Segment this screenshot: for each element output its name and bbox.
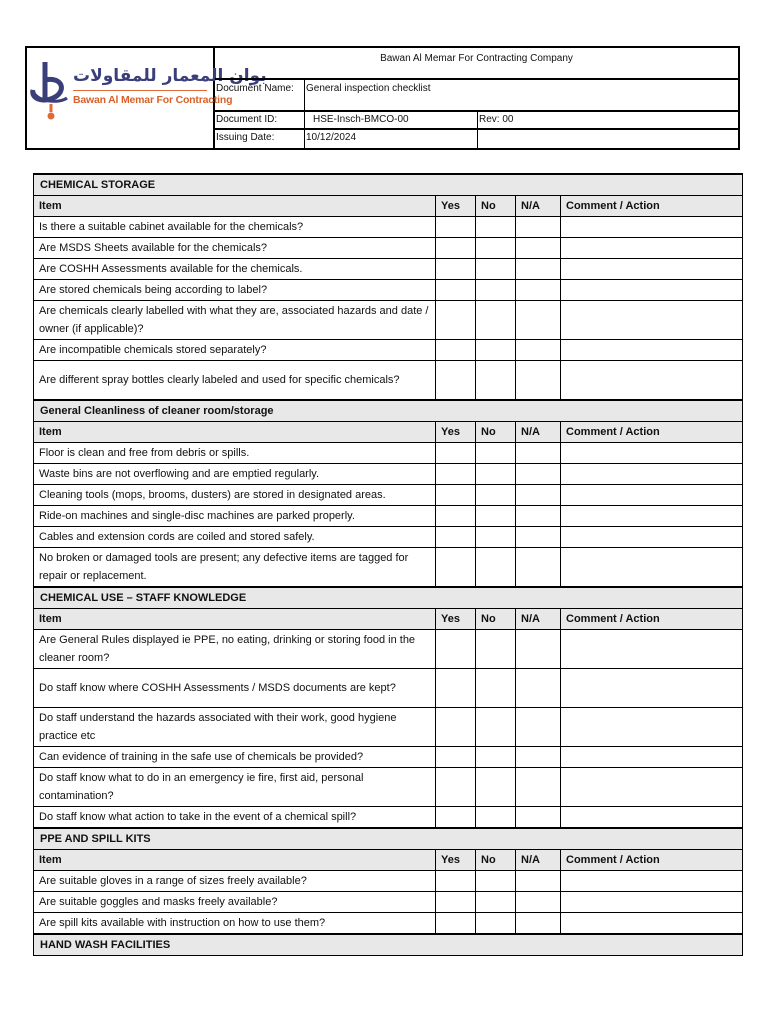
checklist-row [34,892,743,913]
document-name-label: Document Name: [215,80,305,110]
checklist-row [34,913,743,935]
yes-cell[interactable] [436,301,476,340]
column-item-header: Item [34,196,436,217]
na-cell[interactable] [516,669,561,708]
document-name-row [215,80,738,112]
no-cell[interactable] [476,807,516,829]
comment-action-cell[interactable] [561,630,743,669]
section-title: CHEMICAL USE – STAFF KNOWLEDGE [34,587,743,609]
column-item-header: Item [34,422,436,443]
column-yes-header: Yes [436,609,476,630]
column-yes-header: Yes [436,850,476,871]
checklist-item-text: Are stored chemicals being according to label? [34,280,436,301]
checklist-item-text: Waste bins are not overflowing and are emptied regularly. [34,464,436,485]
checklist-row [34,747,743,768]
document-id-value: HSE-Insch-BMCO-00 [305,112,478,128]
na-cell[interactable] [516,361,561,401]
yes-cell[interactable] [436,913,476,935]
section-title: HAND WASH FACILITIES [34,934,743,956]
section-header-row [34,934,743,956]
no-cell[interactable] [476,485,516,506]
checklist-row [34,548,743,588]
checklist-row [34,807,743,829]
comment-action-cell[interactable] [561,340,743,361]
column-item-header: Item [34,850,436,871]
no-cell[interactable] [476,340,516,361]
comment-action-cell[interactable] [561,871,743,892]
na-cell[interactable] [516,892,561,913]
na-cell[interactable] [516,768,561,807]
checklist-item-text: Are chemicals clearly labelled with what they are, associated hazards and date / owner (if applicable)? [34,301,436,340]
checklist-item-text: Can evidence of training in the safe use of chemicals be provided? [34,747,436,768]
document-id-row [215,112,738,130]
yes-cell[interactable] [436,747,476,768]
yes-cell[interactable] [436,548,476,588]
yes-cell[interactable] [436,708,476,747]
issuing-date-value: 10/12/2024 [305,130,478,148]
no-cell[interactable] [476,768,516,807]
no-cell[interactable] [476,464,516,485]
checklist-item-text: No broken or damaged tools are present; any defective items are tagged for repair or replacement. [34,548,436,588]
checklist-row [34,340,743,361]
column-comment-header: Comment / Action [561,422,743,443]
checklist-row [34,506,743,527]
checklist-row [34,361,743,401]
yes-cell[interactable] [436,217,476,238]
no-cell[interactable] [476,280,516,301]
yes-cell[interactable] [436,871,476,892]
checklist-item-text: Are COSHH Assessments available for the chemicals. [34,259,436,280]
comment-action-cell[interactable] [561,708,743,747]
checklist-row [34,464,743,485]
na-cell[interactable] [516,548,561,588]
section-title: PPE AND SPILL KITS [34,828,743,850]
checklist-item-text: Are different spray bottles clearly labeled and used for specific chemicals? [34,361,436,401]
column-header-row [34,850,743,871]
column-na-header: N/A [516,422,561,443]
yes-cell[interactable] [436,527,476,548]
no-cell[interactable] [476,548,516,588]
column-item-header: Item [34,609,436,630]
checklist-item-text: Cleaning tools (mops, brooms, dusters) are stored in designated areas. [34,485,436,506]
section-header-row [34,587,743,609]
company-name: Bawan Al Memar For Contracting Company [215,48,738,80]
logo-divider [73,90,207,91]
checklist-item-text: Do staff know what action to take in the event of a chemical spill? [34,807,436,829]
issuing-date-row [215,130,738,148]
no-cell[interactable] [476,443,516,464]
checklist-item-text: Are MSDS Sheets available for the chemicals? [34,238,436,259]
section-title: CHEMICAL STORAGE [34,174,743,196]
checklist-item-text: Do staff understand the hazards associated with their work, good hygiene practice etc [34,708,436,747]
checklist-item-text: Are General Rules displayed ie PPE, no eating, drinking or storing food in the cleaner room? [34,630,436,669]
logo-arabic-text: بوان المعمار للمقاولات [73,66,267,86]
no-cell[interactable] [476,217,516,238]
comment-action-cell[interactable] [561,485,743,506]
checklist-item-text: Is there a suitable cabinet available for the chemicals? [34,217,436,238]
issuing-date-extra [478,130,738,148]
comment-action-cell[interactable] [561,464,743,485]
comment-action-cell[interactable] [561,443,743,464]
yes-cell[interactable] [436,361,476,401]
section-header-row [34,400,743,422]
column-no-header: No [476,609,516,630]
column-yes-header: Yes [436,422,476,443]
comment-action-cell[interactable] [561,217,743,238]
logo-english-text: Bawan Al Memar For Contracting [73,94,233,106]
section-header-row [34,828,743,850]
no-cell[interactable] [476,747,516,768]
column-header-row [34,422,743,443]
column-header-row [34,609,743,630]
na-cell[interactable] [516,871,561,892]
checklist-item-text: Do staff know what to do in an emergency ie fire, first aid, personal contamination? [34,768,436,807]
checklist-row [34,443,743,464]
no-cell[interactable] [476,708,516,747]
column-no-header: No [476,196,516,217]
document-id-label: Document ID: [215,112,305,128]
na-cell[interactable] [516,464,561,485]
checklist-row [34,259,743,280]
yes-cell[interactable] [436,259,476,280]
comment-action-cell[interactable] [561,807,743,829]
column-yes-header: Yes [436,196,476,217]
issuing-date-label: Issuing Date: [215,130,305,148]
checklist-row [34,238,743,259]
column-comment-header: Comment / Action [561,850,743,871]
checklist-row [34,301,743,340]
column-comment-header: Comment / Action [561,196,743,217]
checklist-row [34,280,743,301]
column-header-row [34,196,743,217]
column-na-header: N/A [516,609,561,630]
yes-cell[interactable] [436,464,476,485]
comment-action-cell[interactable] [561,768,743,807]
checklist-row [34,669,743,708]
no-cell[interactable] [476,669,516,708]
yes-cell[interactable] [436,892,476,913]
document-header [25,46,740,150]
checklist-item-text: Are spill kits available with instruction on how to use them? [34,913,436,935]
no-cell[interactable] [476,301,516,340]
yes-cell[interactable] [436,506,476,527]
comment-action-cell[interactable] [561,527,743,548]
na-cell[interactable] [516,913,561,935]
checklist-item-text: Are incompatible chemicals stored separately? [34,340,436,361]
checklist-item-text: Do staff know where COSHH Assessments / MSDS documents are kept? [34,669,436,708]
no-cell[interactable] [476,259,516,280]
comment-action-cell[interactable] [561,892,743,913]
comment-action-cell[interactable] [561,747,743,768]
yes-cell[interactable] [436,669,476,708]
yes-cell[interactable] [436,238,476,259]
document-name-value: General inspection checklist [306,83,431,94]
no-cell[interactable] [476,506,516,527]
na-cell[interactable] [516,443,561,464]
checklist-item-text: Cables and extension cords are coiled and stored safely. [34,527,436,548]
na-cell[interactable] [516,506,561,527]
column-na-header: N/A [516,850,561,871]
revision-value: Rev: 00 [479,114,514,125]
checklist-item-text: Ride-on machines and single-disc machines are parked properly. [34,506,436,527]
comment-action-cell[interactable] [561,913,743,935]
checklist-row [34,217,743,238]
column-comment-header: Comment / Action [561,609,743,630]
na-cell[interactable] [516,708,561,747]
checklist-item-text: Are suitable gloves in a range of sizes freely available? [34,871,436,892]
column-no-header: No [476,850,516,871]
checklist-item-text: Are suitable goggles and masks freely available? [34,892,436,913]
comment-action-cell[interactable] [561,506,743,527]
checklist-row [34,527,743,548]
na-cell[interactable] [516,259,561,280]
company-logo-icon [29,58,71,124]
comment-action-cell[interactable] [561,259,743,280]
na-cell[interactable] [516,217,561,238]
na-cell[interactable] [516,301,561,340]
na-cell[interactable] [516,280,561,301]
na-cell[interactable] [516,527,561,548]
yes-cell[interactable] [436,768,476,807]
na-cell[interactable] [516,485,561,506]
yes-cell[interactable] [436,443,476,464]
na-cell[interactable] [516,747,561,768]
na-cell[interactable] [516,340,561,361]
yes-cell[interactable] [436,340,476,361]
column-no-header: No [476,422,516,443]
no-cell[interactable] [476,892,516,913]
comment-action-cell[interactable] [561,238,743,259]
no-cell[interactable] [476,871,516,892]
no-cell[interactable] [476,361,516,401]
checklist-row [34,485,743,506]
comment-action-cell[interactable] [561,548,743,588]
inspection-checklist-table [33,173,743,956]
section-title: General Cleanliness of cleaner room/storage [34,400,743,422]
yes-cell[interactable] [436,485,476,506]
yes-cell[interactable] [436,630,476,669]
checklist-row [34,871,743,892]
comment-action-cell[interactable] [561,361,743,401]
no-cell[interactable] [476,630,516,669]
yes-cell[interactable] [436,807,476,829]
column-na-header: N/A [516,196,561,217]
checklist-row [34,768,743,807]
na-cell[interactable] [516,807,561,829]
comment-action-cell[interactable] [561,669,743,708]
checklist-row [34,630,743,669]
na-cell[interactable] [516,238,561,259]
no-cell[interactable] [476,527,516,548]
comment-action-cell[interactable] [561,280,743,301]
comment-action-cell[interactable] [561,301,743,340]
no-cell[interactable] [476,913,516,935]
section-header-row [34,174,743,196]
yes-cell[interactable] [436,280,476,301]
no-cell[interactable] [476,238,516,259]
na-cell[interactable] [516,630,561,669]
checklist-row [34,708,743,747]
checklist-item-text: Floor is clean and free from debris or spills. [34,443,436,464]
